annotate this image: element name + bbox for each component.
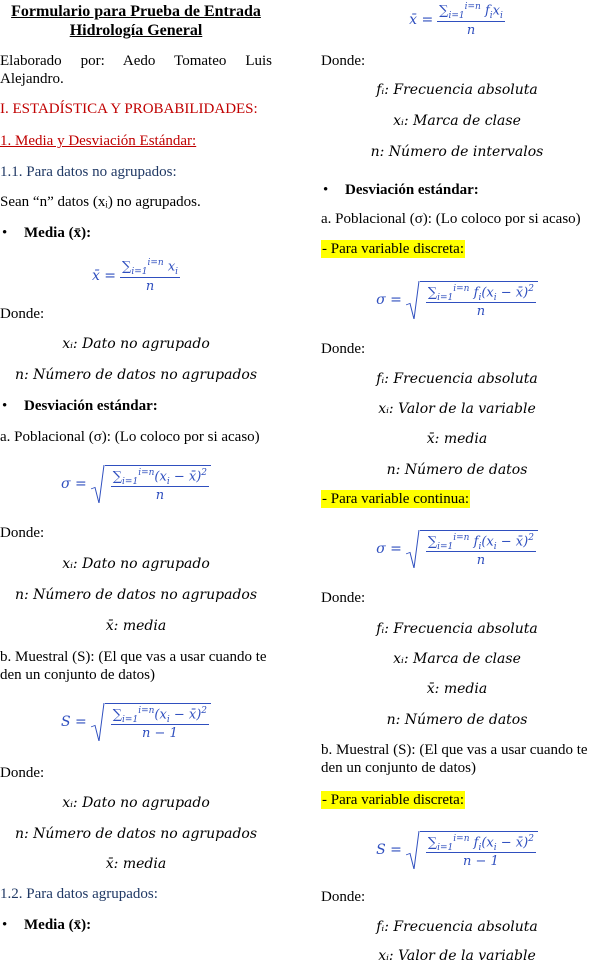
donde-label-r3: Donde: <box>321 590 366 606</box>
formula-s-discrete: S = $\frac{\sum_{i=1}^{i=n} f_i(x_i - x̄)^2}{n - 1}$ <box>321 824 593 876</box>
bullet-std-grouped <box>321 182 593 199</box>
sample-heading: b. Muestral (S): (El que vas a usar cuando te den un conjunto de datos) <box>0 649 267 683</box>
bullet-dot: • <box>323 182 329 198</box>
donde-label-3: Donde: <box>0 765 45 781</box>
def-xi-dato-2: xᵢ: Dato no agrupado <box>62 556 210 572</box>
subsection-grouped: 1.2. Para datos agrupados: <box>0 886 158 902</box>
def-n-datos-2: n: Número de datos no agrupados <box>14 587 258 603</box>
formula-mean-grouped: x̄ = $\frac{\sum_{i=1}^{i=n} f_ix_i}{n}$ <box>409 2 503 38</box>
std-label: Desviación estándar: <box>24 398 158 414</box>
def-media-r3: x̄: media <box>426 681 488 697</box>
subsection-mean-std: 1. Media y Desviación Estándar: <box>0 133 197 149</box>
bullet-mean-grouped <box>0 917 296 934</box>
discrete-variable-label-2: - Para variable discreta: <box>322 792 465 808</box>
formula-s-ungrouped: S = $\frac{\sum_{i=1}^{i=n}(x_i - x̄)^2}{n - 1}$ <box>0 696 272 748</box>
def-xi-dato: xᵢ: Dato no agrupado <box>62 336 210 352</box>
formula-sigma-continuous: σ = $\frac{\sum_{i=1}^{i=n} f_i(x_i - x̄)^2}{n}$ <box>321 523 593 575</box>
discrete-variable-label: - Para variable discreta: <box>322 241 465 257</box>
def-n-datos-r: n: Número de datos <box>386 462 528 478</box>
def-xi-marca-3: xᵢ: Marca de clase <box>393 651 521 667</box>
sample-heading-grouped: b. Muestral (S): (El que vas a usar cuando te den un conjunto de datos) <box>321 742 588 776</box>
formula-mean-ungrouped: x̄ = $\frac{\sum_{i=1}^{i=n} x_i}{n}$ <box>91 258 179 294</box>
def-xi-valor: xᵢ: Valor de la variable <box>378 401 536 417</box>
def-n-intervalos: n: Número de intervalos <box>370 144 544 160</box>
bullet-std <box>0 398 296 415</box>
mean-label: Media (x̄): <box>24 225 92 241</box>
std-label-grouped: Desviación estándar: <box>345 182 479 198</box>
subsection-ungrouped: 1.1. Para datos no agrupados: <box>0 164 177 180</box>
bullet-dot: • <box>2 398 8 414</box>
continuous-variable-label: - Para variable continua: <box>322 491 470 507</box>
donde-label-r2: Donde: <box>321 341 366 357</box>
formula-sigma-discrete: σ = $\frac{\sum_{i=1}^{i=n} f_i(x_i - x̄)^2}{n}$ <box>321 274 593 326</box>
def-fi: fᵢ: Frecuencia absoluta <box>376 82 538 98</box>
def-media-r: x̄: media <box>426 431 488 447</box>
donde-label-2: Donde: <box>0 525 45 541</box>
bullet-dot: • <box>2 225 8 241</box>
formula-sigma-ungrouped: σ = $\frac{\sum_{i=1}^{i=n}(x_i - x̄)^2}{n}$ <box>0 458 272 510</box>
population-heading: a. Poblacional (σ): (Lo coloco por si acaso) <box>0 429 260 445</box>
mean-label-grouped: Media (x̄): <box>24 917 92 933</box>
bullet-mean <box>0 225 296 242</box>
population-heading-grouped: a. Poblacional (σ): (Lo coloco por si acaso) <box>321 211 581 227</box>
intro-text: Sean “n” datos (xᵢ) no agrupados. <box>0 194 201 210</box>
bullet-dot: • <box>2 917 8 933</box>
def-media-3: x̄: media <box>105 856 167 872</box>
donde-label-r1: Donde: <box>321 53 366 69</box>
def-xi-dato-3: xᵢ: Dato no agrupado <box>62 795 210 811</box>
author-line: Elaborado por: Aedo Tomateo Luis Alejandro. <box>0 53 272 87</box>
def-n-datos-3: n: Número de datos no agrupados <box>14 826 258 842</box>
def-n-datos: n: Número de datos no agrupados <box>14 367 258 383</box>
donde-label-1: Donde: <box>0 306 45 322</box>
section-heading-statistics: I. ESTADÍSTICA Y PROBABILIDADES: <box>0 101 258 117</box>
document-title: Formulario para Prueba de Entrada Hidrología General <box>11 3 261 39</box>
def-media: x̄: media <box>105 618 167 634</box>
def-fi-2: fᵢ: Frecuencia absoluta <box>376 371 538 387</box>
def-xi-valor-4: xᵢ: Valor de la variable <box>378 948 536 964</box>
donde-label-r4: Donde: <box>321 889 366 905</box>
def-n-datos-r3: n: Número de datos <box>386 712 528 728</box>
def-fi-4: fᵢ: Frecuencia absoluta <box>376 919 538 935</box>
def-fi-3: fᵢ: Frecuencia absoluta <box>376 621 538 637</box>
def-xi-marca: xᵢ: Marca de clase <box>393 113 521 129</box>
